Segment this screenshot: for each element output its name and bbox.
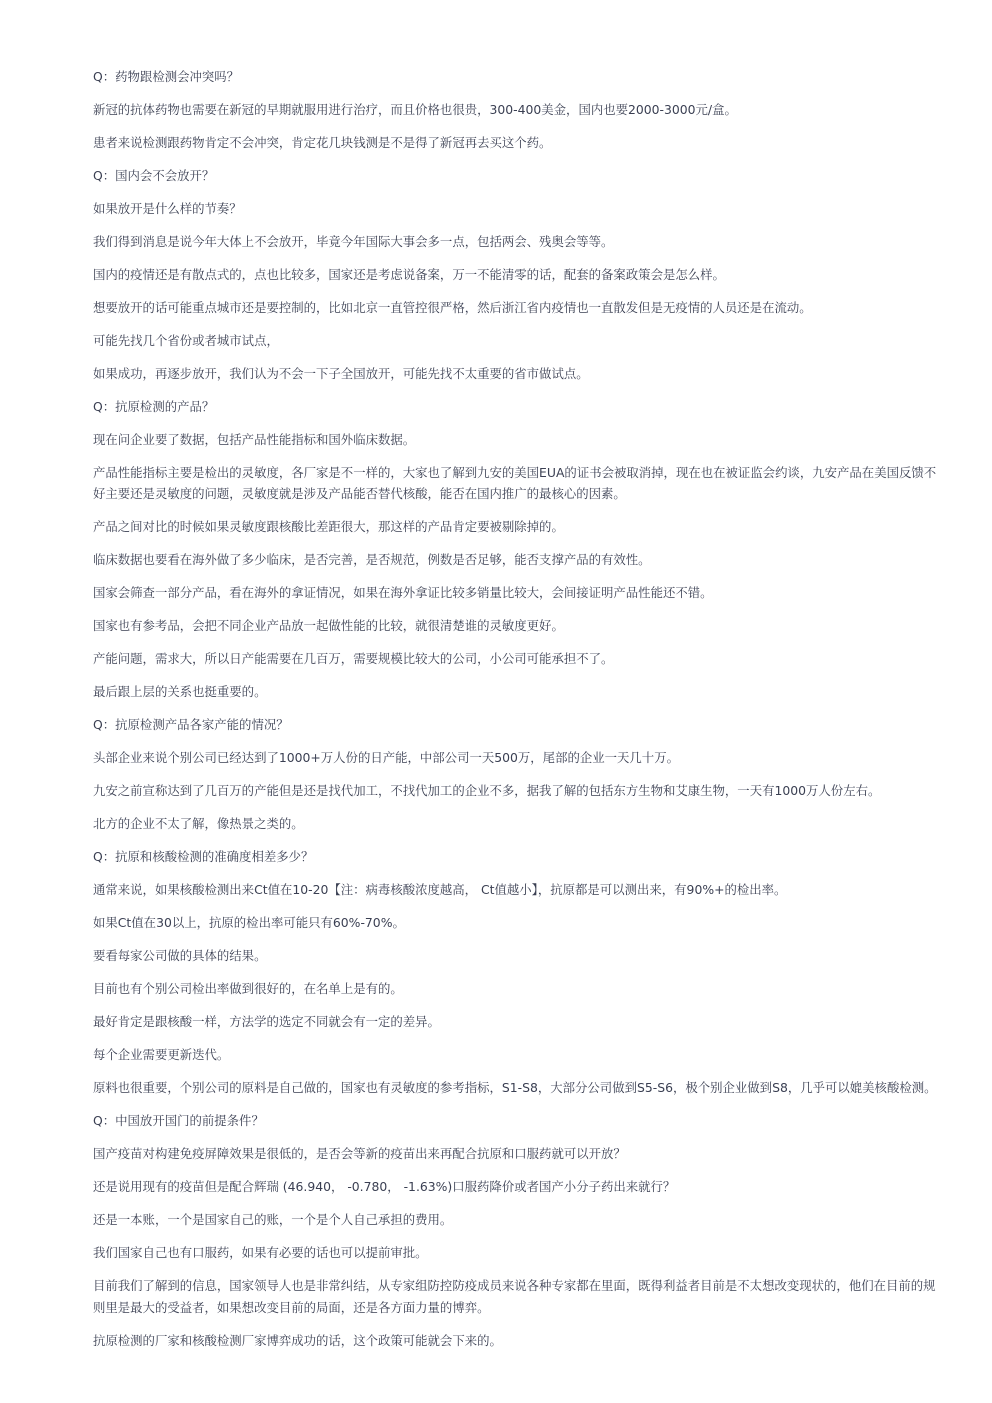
paragraph: 产品之间对比的时候如果灵敏度跟核酸比差距很大，那这样的产品肯定要被剔除掉的。: [93, 519, 564, 535]
paragraph: 临床数据也要看在海外做了多少临床，是否完善，是否规范，例数是否足够，能否支撑产品的有效性。: [93, 552, 651, 568]
document-body: [93, 66, 945, 1363]
paragraph: 抗原检测的厂家和核酸检测厂家博弈成功的话，这个政策可能就会下来的。: [93, 1332, 502, 1348]
paragraph: Q：抗原检测产品各家产能的情况？: [93, 717, 289, 733]
paragraph: 九安之前宣称达到了几百万的产能但是还是找代加工，不找代加工的企业不多，据我了解的包括东方生物和艾康生物，一天有1000万人份左右。: [93, 783, 881, 799]
paragraph: 目前也有个别公司检出率做到很好的，在名单上是有的。: [93, 981, 403, 997]
paragraph: 可能先找几个省份或者城市试点，: [93, 332, 279, 348]
paragraph: 我们国家自己也有口服药，如果有必要的话也可以提前审批。: [93, 1245, 428, 1261]
paragraph: 国家会筛查一部分产品，看在海外的拿证情况，如果在海外拿证比较多销量比较大，会间接证明产品性能还不错。: [93, 585, 713, 601]
paragraph: 最后跟上层的关系也挺重要的。: [93, 684, 267, 700]
paragraph: 现在问企业要了数据，包括产品性能指标和国外临床数据。: [93, 431, 416, 447]
paragraph: 要看每家公司做的具体的结果。: [93, 948, 267, 964]
paragraph: 北方的企业不太了解，像热景之类的。: [93, 816, 304, 832]
paragraph: 还是一本账，一个是国家自己的账，一个是个人自己承担的费用。: [93, 1212, 453, 1228]
paragraph: 每个企业需要更新迭代。: [93, 1047, 230, 1063]
paragraph: 目前我们了解到的信息，国家领导人也是非常纠结，从专家组防控防疫成员来说各种专家都在里面，既得利益者目前是不太想改变现状的，他们在目前的规则里是最大的受益者，如果想改变目前的局面，还是各方面力量的博弈。: [93, 1278, 936, 1315]
paragraph: 通常来说，如果核酸检测出来Ct值在10-20【注：病毒核酸浓度越高， Ct值越小】，抗原都是可以测出来，有90%+的检出率。: [93, 882, 787, 898]
paragraph: Q：抗原和核酸检测的准确度相差多少？: [93, 849, 314, 865]
paragraph: Q：中国放开国门的前提条件？: [93, 1113, 264, 1129]
paragraph: 国家也有参考品，会把不同企业产品放一起做性能的比较，就很清楚谁的灵敏度更好。: [93, 618, 564, 634]
paragraph: 产能问题，需求大，所以日产能需要在几百万，需要规模比较大的公司，小公司可能承担不了。: [93, 651, 614, 667]
paragraph: 如果Ct值在30以上，抗原的检出率可能只有60%-70%。: [93, 915, 405, 931]
paragraph: 患者来说检测跟药物肯定不会冲突，肯定花几块钱测是不是得了新冠再去买这个药。: [93, 134, 552, 150]
paragraph: Q：药物跟检测会冲突吗？: [93, 69, 240, 84]
paragraph: 如果放开是什么样的节奏？: [93, 200, 242, 216]
paragraph: 国产疫苗对构建免疫屏障效果是很低的，是否会等新的疫苗出来再配合抗原和口服药就可以开放？: [93, 1146, 626, 1162]
paragraph: Q：抗原检测的产品？: [93, 398, 215, 414]
paragraph: 头部企业来说个别公司已经达到了1000+万人份的日产能，中部公司一天500万，尾部的企业一天几十万。: [93, 750, 679, 766]
paragraph: 国内的疫情还是有散点式的，点也比较多，国家还是考虑说备案，万一不能清零的话，配套的备案政策会是怎么样。: [93, 266, 725, 282]
paragraph: 想要放开的话可能重点城市还是要控制的，比如北京一直管控很严格，然后浙江省内疫情也一直散发但是无疫情的人员还是在流动。: [93, 299, 812, 315]
paragraph: 原料也很重要，个别公司的原料是自己做的，国家也有灵敏度的参考指标，S1-S8，大部分公司做到S5-S6，极个别企业做到S8，几乎可以媲美核酸检测。: [93, 1080, 937, 1096]
paragraph: Q：国内会不会放开？: [93, 167, 215, 183]
paragraph: 如果成功，再逐步放开，我们认为不会一下子全国放开，可能先找不太重要的省市做试点。: [93, 365, 589, 381]
paragraph: 还是说用现有的疫苗但是配合辉瑞 (46.940， -0.780， -1.63%)口服药降价或者国产小分子药出来就行？: [93, 1179, 676, 1195]
paragraph: 最好肯定是跟核酸一样，方法学的选定不同就会有一定的差异。: [93, 1014, 440, 1030]
paragraph: 新冠的抗体药物也需要在新冠的早期就服用进行治疗，而且价格也很贵，300-400美金，国内也要2000-3000元/盒。: [93, 101, 737, 117]
paragraph: 我们得到消息是说今年大体上不会放开，毕竟今年国际大事会多一点，包括两会、残奥会等等。: [93, 233, 614, 249]
paragraph: 产品性能指标主要是检出的灵敏度，各厂家是不一样的，大家也了解到九安的美国EUA的证书会被取消掉，现在也在被证监会约谈，九安产品在美国反馈不好主要还是灵敏度的问题，灵敏度就是涉及产品能否替代核酸，能否在国内推广的最核心的因素。: [93, 464, 937, 502]
